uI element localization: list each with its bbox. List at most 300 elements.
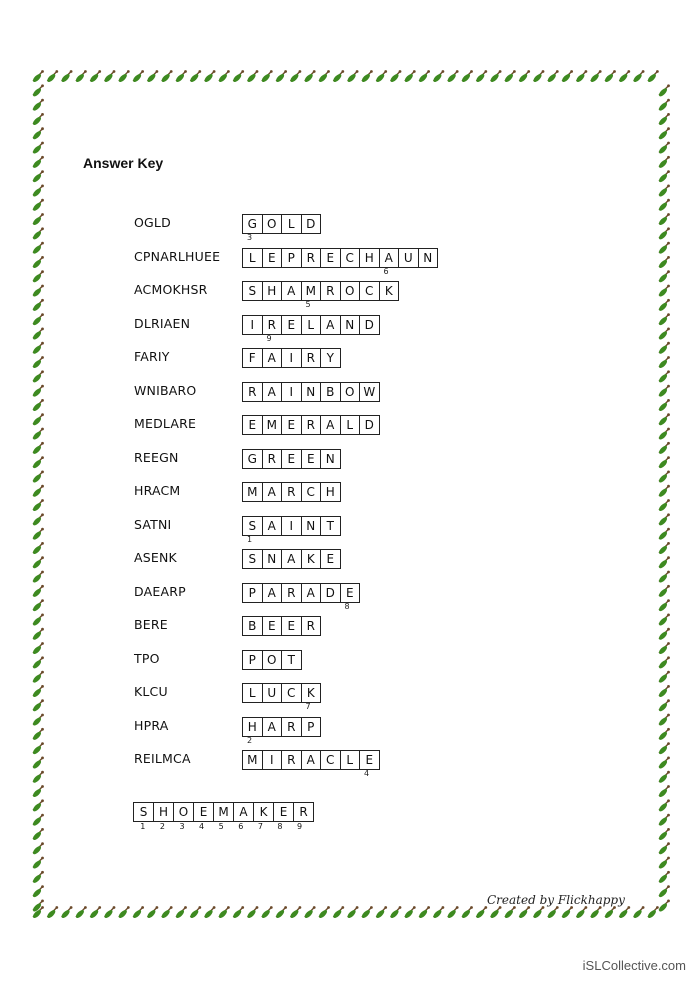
- shamrock-sprig-icon: [658, 585, 670, 598]
- shamrock-sprig-icon: [658, 213, 670, 226]
- letter-box: A: [263, 383, 283, 401]
- shamrock-sprig-icon: [446, 70, 458, 83]
- shamrock-sprig-icon: [658, 742, 670, 755]
- letter-box: A: [302, 751, 322, 769]
- letter-box: C: [321, 751, 341, 769]
- credit-text: Created by Flickhappy: [487, 893, 625, 907]
- shamrock-sprig-icon: [32, 270, 44, 283]
- clue-number: 8: [344, 601, 350, 611]
- letter-box: I: [263, 751, 283, 769]
- letter-box: H: [263, 282, 283, 300]
- answer-boxes: [242, 683, 321, 703]
- shamrock-sprig-icon: [658, 857, 670, 870]
- final-letter-box: E: [274, 803, 294, 821]
- shamrock-sprig-icon: [32, 485, 44, 498]
- shamrock-sprig-icon: [658, 542, 670, 555]
- shamrock-sprig-icon: [658, 256, 670, 269]
- letter-box: N: [263, 550, 283, 568]
- letter-box: N: [321, 450, 341, 468]
- letter-box: R: [321, 282, 341, 300]
- shamrock-sprig-icon: [232, 70, 244, 83]
- shamrock-sprig-icon: [32, 442, 44, 455]
- final-letter-box: A: [234, 803, 254, 821]
- final-answer-boxes: [133, 802, 314, 822]
- shamrock-sprig-icon: [32, 99, 44, 112]
- letter-box: E: [282, 450, 302, 468]
- letter-box: T: [282, 651, 302, 669]
- shamrock-sprig-icon: [32, 528, 44, 541]
- shamrock-sprig-icon: [32, 456, 44, 469]
- shamrock-sprig-icon: [618, 70, 630, 83]
- shamrock-sprig-icon: [658, 442, 670, 455]
- scrambled-word: HPRA: [134, 717, 169, 733]
- letter-box: E: [282, 316, 302, 334]
- letter-box: E: [360, 751, 380, 769]
- shamrock-sprig-icon: [658, 413, 670, 426]
- shamrock-sprig-icon: [75, 906, 87, 919]
- shamrock-sprig-icon: [346, 906, 358, 919]
- shamrock-sprig-icon: [575, 70, 587, 83]
- shamrock-sprig-icon: [658, 370, 670, 383]
- shamrock-sprig-icon: [32, 328, 44, 341]
- shamrock-sprig-icon: [658, 842, 670, 855]
- letter-box: S: [243, 517, 263, 535]
- letter-box: O: [341, 282, 361, 300]
- shamrock-sprig-icon: [32, 413, 44, 426]
- shamrock-sprig-icon: [32, 313, 44, 326]
- letter-box: O: [263, 215, 283, 233]
- shamrock-sprig-icon: [32, 142, 44, 155]
- shamrock-sprig-icon: [658, 299, 670, 312]
- letter-box: N: [302, 383, 322, 401]
- shamrock-sprig-icon: [218, 906, 230, 919]
- final-number: 1: [140, 822, 146, 831]
- shamrock-sprig-icon: [658, 156, 670, 169]
- letter-box: K: [302, 684, 322, 702]
- shamrock-sprig-icon: [32, 828, 44, 841]
- shamrock-sprig-icon: [32, 113, 44, 126]
- shamrock-sprig-icon: [32, 671, 44, 684]
- shamrock-sprig-icon: [403, 70, 415, 83]
- shamrock-sprig-icon: [658, 671, 670, 684]
- shamrock-sprig-icon: [489, 70, 501, 83]
- final-number: 4: [199, 822, 205, 831]
- shamrock-sprig-icon: [658, 757, 670, 770]
- final-number: 8: [277, 822, 283, 831]
- shamrock-sprig-icon: [658, 113, 670, 126]
- final-letter-box: K: [254, 803, 274, 821]
- letter-box: R: [263, 450, 283, 468]
- shamrock-sprig-icon: [658, 699, 670, 712]
- shamrock-sprig-icon: [32, 885, 44, 898]
- shamrock-sprig-icon: [604, 70, 616, 83]
- shamrock-sprig-icon: [446, 906, 458, 919]
- answer-boxes: [242, 449, 341, 469]
- shamrock-sprig-icon: [658, 385, 670, 398]
- letter-box: R: [302, 416, 322, 434]
- shamrock-sprig-icon: [260, 70, 272, 83]
- letter-box: E: [282, 416, 302, 434]
- shamrock-sprig-icon: [658, 485, 670, 498]
- shamrock-sprig-icon: [658, 428, 670, 441]
- shamrock-sprig-icon: [632, 906, 644, 919]
- shamrock-sprig-icon: [658, 313, 670, 326]
- answer-boxes: [242, 549, 341, 569]
- scrambled-word: SATNI: [134, 516, 172, 532]
- shamrock-sprig-icon: [475, 906, 487, 919]
- letter-box: B: [321, 383, 341, 401]
- shamrock-sprig-icon: [117, 906, 129, 919]
- shamrock-sprig-icon: [658, 513, 670, 526]
- letter-box: D: [360, 416, 380, 434]
- final-letter-box: H: [154, 803, 174, 821]
- shamrock-sprig-icon: [160, 906, 172, 919]
- shamrock-sprig-icon: [32, 299, 44, 312]
- clue-number: 2: [247, 735, 253, 745]
- letter-box: R: [302, 249, 322, 267]
- shamrock-sprig-icon: [604, 906, 616, 919]
- shamrock-sprig-icon: [658, 628, 670, 641]
- letter-box: S: [243, 550, 263, 568]
- shamrock-sprig-icon: [32, 156, 44, 169]
- scrambled-word: TPO: [134, 650, 160, 666]
- shamrock-sprig-icon: [658, 84, 670, 97]
- shamrock-sprig-icon: [658, 227, 670, 240]
- answer-boxes: [242, 382, 380, 402]
- answer-boxes: [242, 281, 399, 301]
- letter-box: A: [282, 282, 302, 300]
- letter-box: C: [341, 249, 361, 267]
- final-answer-numbers: [133, 822, 309, 832]
- final-number: 6: [238, 822, 244, 831]
- answer-boxes: [242, 248, 438, 268]
- letter-box: F: [243, 349, 263, 367]
- final-letter-box: O: [174, 803, 194, 821]
- shamrock-sprig-icon: [32, 170, 44, 183]
- letter-box: E: [263, 249, 283, 267]
- clue-number: 5: [305, 300, 311, 309]
- shamrock-sprig-icon: [246, 70, 258, 83]
- letter-box: M: [302, 282, 322, 300]
- shamrock-sprig-icon: [189, 906, 201, 919]
- shamrock-sprig-icon: [117, 70, 129, 83]
- letter-box: O: [341, 383, 361, 401]
- shamrock-sprig-icon: [658, 799, 670, 812]
- shamrock-sprig-icon: [658, 528, 670, 541]
- letter-box: L: [341, 751, 361, 769]
- shamrock-sprig-icon: [32, 685, 44, 698]
- scrambled-word: REILMCA: [134, 751, 191, 766]
- letter-box: I: [282, 349, 302, 367]
- shamrock-sprig-icon: [32, 842, 44, 855]
- scrambled-word: OGLD: [134, 215, 171, 230]
- shamrock-sprig-icon: [275, 906, 287, 919]
- shamrock-sprig-icon: [32, 285, 44, 298]
- letter-box: A: [282, 550, 302, 568]
- shamrock-sprig-icon: [32, 342, 44, 355]
- letter-box: A: [263, 483, 283, 501]
- shamrock-sprig-icon: [361, 906, 373, 919]
- shamrock-sprig-icon: [658, 499, 670, 512]
- letter-box: K: [380, 282, 400, 300]
- shamrock-sprig-icon: [146, 70, 158, 83]
- shamrock-sprig-icon: [32, 213, 44, 226]
- shamrock-sprig-icon: [518, 70, 530, 83]
- letter-box: E: [321, 550, 341, 568]
- letter-box: E: [341, 584, 361, 602]
- shamrock-sprig-icon: [32, 499, 44, 512]
- letter-box: I: [282, 517, 302, 535]
- answer-boxes: [242, 415, 380, 435]
- shamrock-sprig-icon: [532, 70, 544, 83]
- shamrock-sprig-icon: [32, 242, 44, 255]
- shamrock-sprig-icon: [589, 906, 601, 919]
- shamrock-sprig-icon: [32, 757, 44, 770]
- shamrock-sprig-icon: [60, 906, 72, 919]
- letter-box: L: [341, 416, 361, 434]
- letter-box: A: [263, 517, 283, 535]
- shamrock-sprig-icon: [561, 70, 573, 83]
- scrambled-word: DLRIAEN: [134, 315, 191, 331]
- letter-box: C: [302, 483, 322, 501]
- clue-number: 9: [266, 333, 272, 343]
- letter-box: G: [243, 450, 263, 468]
- shamrock-sprig-icon: [203, 906, 215, 919]
- shamrock-sprig-icon: [658, 285, 670, 298]
- answer-boxes: [242, 717, 321, 737]
- letter-box: P: [243, 584, 263, 602]
- letter-box: C: [360, 282, 380, 300]
- shamrock-sprig-icon: [32, 728, 44, 741]
- shamrock-sprig-icon: [89, 906, 101, 919]
- letter-box: U: [399, 249, 419, 267]
- shamrock-sprig-icon: [32, 513, 44, 526]
- shamrock-sprig-icon: [658, 828, 670, 841]
- shamrock-sprig-icon: [32, 127, 44, 140]
- shamrock-sprig-icon: [658, 356, 670, 369]
- scrambled-word: CPNARLHUEE: [134, 248, 221, 264]
- shamrock-sprig-icon: [575, 906, 587, 919]
- shamrock-sprig-icon: [658, 785, 670, 798]
- final-letter-box: R: [294, 803, 314, 821]
- final-letter-box: M: [214, 803, 234, 821]
- letter-box: I: [243, 316, 263, 334]
- shamrock-sprig-icon: [260, 906, 272, 919]
- shamrock-sprig-icon: [618, 906, 630, 919]
- shamrock-sprig-icon: [303, 906, 315, 919]
- scrambled-word: BERE: [134, 617, 168, 632]
- letter-box: E: [321, 249, 341, 267]
- shamrock-sprig-icon: [375, 70, 387, 83]
- shamrock-sprig-icon: [32, 256, 44, 269]
- shamrock-sprig-icon: [346, 70, 358, 83]
- letter-box: W: [360, 383, 380, 401]
- letter-box: G: [243, 215, 263, 233]
- shamrock-sprig-icon: [132, 70, 144, 83]
- shamrock-sprig-icon: [332, 906, 344, 919]
- letter-box: U: [263, 684, 283, 702]
- shamrock-sprig-icon: [60, 70, 72, 83]
- letter-box: A: [263, 584, 283, 602]
- letter-box: M: [263, 416, 283, 434]
- shamrock-sprig-icon: [32, 84, 44, 97]
- shamrock-sprig-icon: [289, 906, 301, 919]
- scrambled-word: ACMOKHSR: [134, 282, 208, 297]
- shamrock-sprig-icon: [103, 906, 115, 919]
- shamrock-sprig-icon: [32, 199, 44, 212]
- shamrock-sprig-icon: [318, 70, 330, 83]
- letter-box: A: [263, 718, 283, 736]
- shamrock-sprig-icon: [32, 542, 44, 555]
- shamrock-sprig-icon: [658, 771, 670, 784]
- watermark: iSLCollective.com: [582, 958, 686, 973]
- shamrock-sprig-icon: [647, 70, 659, 83]
- shamrock-sprig-icon: [361, 70, 373, 83]
- shamrock-sprig-icon: [658, 571, 670, 584]
- shamrock-sprig-icon: [32, 227, 44, 240]
- final-number: 3: [179, 822, 185, 831]
- letter-box: N: [302, 517, 322, 535]
- letter-box: L: [243, 249, 263, 267]
- shamrock-sprig-icon: [32, 656, 44, 669]
- letter-box: H: [243, 718, 263, 736]
- shamrock-sprig-icon: [489, 906, 501, 919]
- shamrock-sprig-icon: [658, 814, 670, 827]
- shamrock-sprig-icon: [658, 471, 670, 484]
- shamrock-sprig-icon: [32, 70, 44, 83]
- letter-box: O: [263, 651, 283, 669]
- clue-number: 7: [305, 702, 311, 711]
- scrambled-word: REEGN: [134, 449, 179, 465]
- shamrock-sprig-icon: [32, 185, 44, 198]
- shamrock-sprig-icon: [32, 471, 44, 484]
- scrambled-word: ASENK: [134, 550, 177, 565]
- letter-box: L: [282, 215, 302, 233]
- shamrock-sprig-icon: [318, 906, 330, 919]
- shamrock-sprig-icon: [32, 628, 44, 641]
- shamrock-sprig-icon: [32, 370, 44, 383]
- answer-boxes: [242, 583, 360, 603]
- shamrock-sprig-icon: [658, 656, 670, 669]
- letter-box: E: [302, 450, 322, 468]
- shamrock-sprig-icon: [658, 614, 670, 627]
- letter-box: E: [282, 617, 302, 635]
- scrambled-word: WNIBARO: [134, 382, 197, 398]
- letter-box: R: [243, 383, 263, 401]
- letter-box: R: [282, 751, 302, 769]
- final-number: 7: [257, 822, 263, 831]
- shamrock-sprig-icon: [418, 906, 430, 919]
- scrambled-word: FARIY: [134, 349, 170, 364]
- shamrock-sprig-icon: [32, 614, 44, 627]
- shamrock-sprig-icon: [658, 328, 670, 341]
- shamrock-sprig-icon: [658, 185, 670, 198]
- letter-box: R: [263, 316, 283, 334]
- shamrock-sprig-icon: [32, 771, 44, 784]
- shamrock-sprig-icon: [658, 456, 670, 469]
- shamrock-sprig-icon: [375, 906, 387, 919]
- final-number: 5: [218, 822, 224, 831]
- shamrock-sprig-icon: [175, 70, 187, 83]
- shamrock-sprig-icon: [432, 906, 444, 919]
- letter-box: K: [302, 550, 322, 568]
- final-letter-box: E: [194, 803, 214, 821]
- letter-box: L: [302, 316, 322, 334]
- letter-box: E: [263, 617, 283, 635]
- letter-box: E: [243, 416, 263, 434]
- shamrock-sprig-icon: [103, 70, 115, 83]
- shamrock-sprig-icon: [658, 142, 670, 155]
- letter-box: R: [302, 617, 322, 635]
- shamrock-sprig-icon: [532, 906, 544, 919]
- answer-boxes: [242, 750, 380, 770]
- shamrock-sprig-icon: [32, 556, 44, 569]
- shamrock-sprig-icon: [632, 70, 644, 83]
- shamrock-sprig-icon: [32, 599, 44, 612]
- shamrock-sprig-icon: [232, 906, 244, 919]
- shamrock-sprig-icon: [32, 356, 44, 369]
- shamrock-sprig-icon: [418, 70, 430, 83]
- shamrock-sprig-icon: [658, 399, 670, 412]
- shamrock-sprig-icon: [75, 70, 87, 83]
- shamrock-sprig-icon: [518, 906, 530, 919]
- shamrock-sprig-icon: [275, 70, 287, 83]
- letter-box: P: [282, 249, 302, 267]
- shamrock-sprig-icon: [32, 857, 44, 870]
- letter-box: S: [243, 282, 263, 300]
- answer-boxes: [242, 348, 341, 368]
- letter-box: R: [282, 584, 302, 602]
- letter-box: P: [243, 651, 263, 669]
- shamrock-sprig-icon: [189, 70, 201, 83]
- final-number: 9: [297, 822, 303, 831]
- shamrock-sprig-icon: [32, 571, 44, 584]
- letter-box: T: [321, 517, 341, 535]
- shamrock-sprig-icon: [658, 714, 670, 727]
- letter-box: M: [243, 751, 263, 769]
- scrambled-word: KLCU: [134, 684, 168, 699]
- shamrock-sprig-icon: [658, 556, 670, 569]
- shamrock-sprig-icon: [475, 70, 487, 83]
- letter-box: A: [321, 316, 341, 334]
- shamrock-sprig-icon: [658, 885, 670, 898]
- answer-boxes: [242, 516, 341, 536]
- shamrock-sprig-icon: [658, 199, 670, 212]
- shamrock-sprig-icon: [647, 906, 659, 919]
- shamrock-sprig-icon: [246, 906, 258, 919]
- letter-box: R: [302, 349, 322, 367]
- shamrock-sprig-icon: [218, 70, 230, 83]
- shamrock-sprig-icon: [658, 242, 670, 255]
- shamrock-sprig-icon: [289, 70, 301, 83]
- shamrock-sprig-icon: [658, 599, 670, 612]
- shamrock-sprig-icon: [32, 742, 44, 755]
- letter-box: A: [302, 584, 322, 602]
- shamrock-sprig-icon: [32, 399, 44, 412]
- shamrock-sprig-icon: [504, 70, 516, 83]
- answer-boxes: [242, 214, 321, 234]
- letter-box: B: [243, 617, 263, 635]
- answer-boxes: [242, 650, 302, 670]
- answer-boxes: [242, 616, 321, 636]
- clue-number: 3: [247, 233, 253, 242]
- shamrock-sprig-icon: [46, 70, 58, 83]
- letter-box: D: [302, 215, 322, 233]
- letter-box: H: [360, 249, 380, 267]
- final-letter-box: S: [134, 803, 154, 821]
- shamrock-sprig-icon: [461, 906, 473, 919]
- final-number: 2: [159, 822, 165, 831]
